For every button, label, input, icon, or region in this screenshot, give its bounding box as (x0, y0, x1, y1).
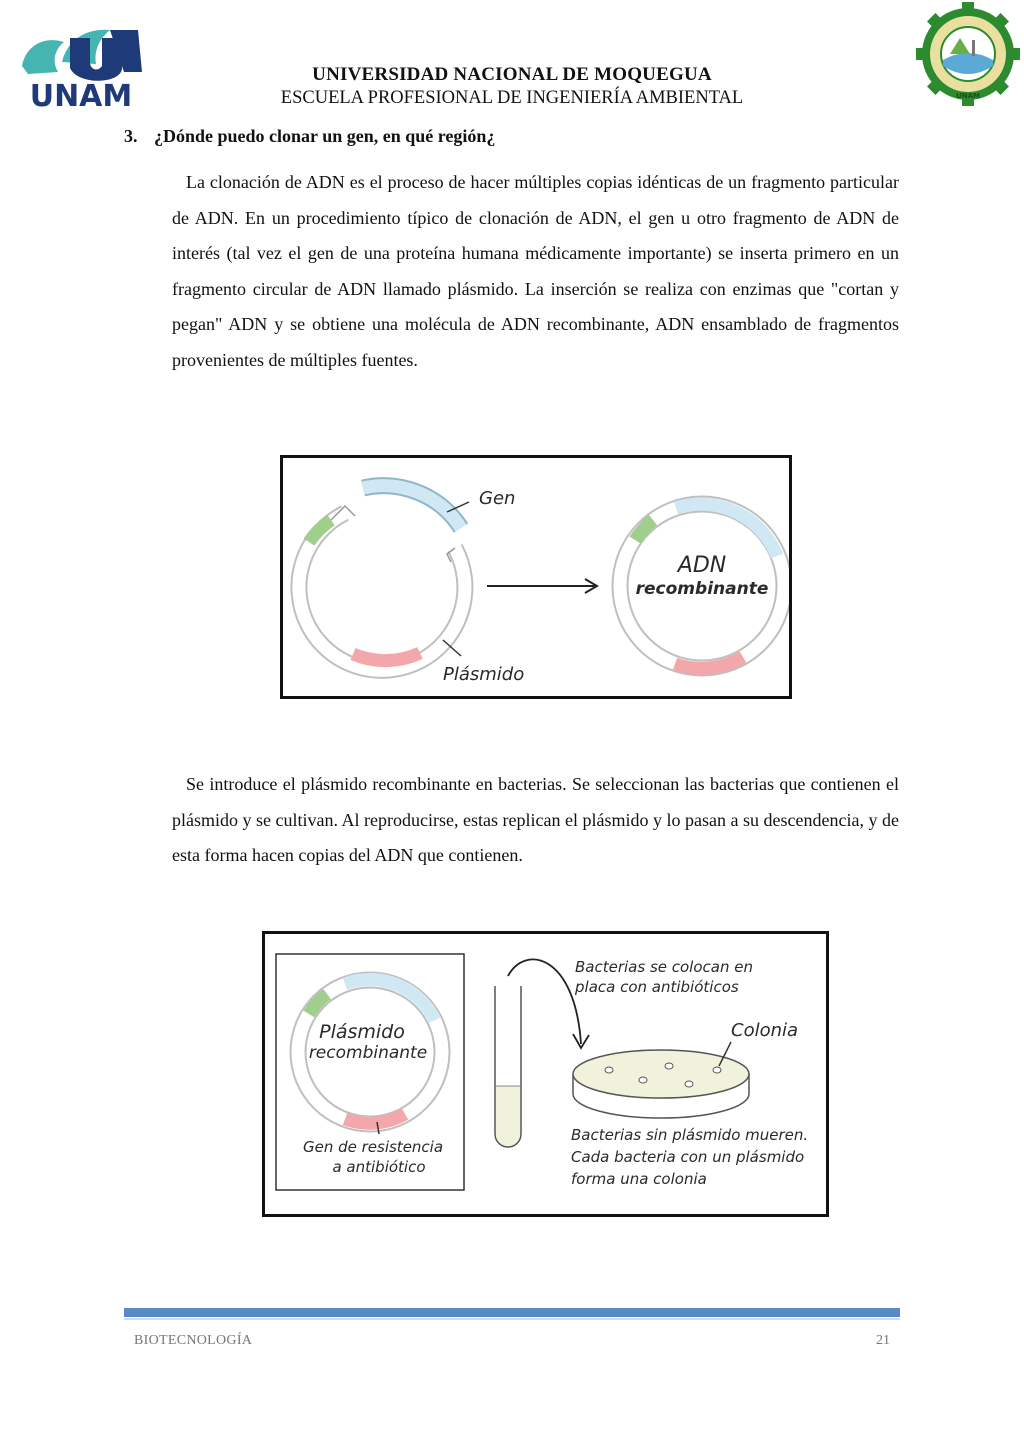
label-plate-2: placa con antibióticos (575, 978, 739, 996)
label-resistance-2: a antibiótico (332, 1158, 426, 1176)
colony-dot (665, 1063, 673, 1069)
paragraph-bacteria: Se introduce el plásmido recombinante en bacterias. Se seleccionan las bacterias que contienen el plásmido y se cultivan. Al reproducirse, estas replican el plásmido y lo pasan a su descendencia, y de esta forma hacen copias del ADN que contienen. (172, 774, 899, 866)
process-arrow (487, 579, 597, 593)
label-result-2: Cada bacteria con un plásmido (571, 1148, 805, 1166)
figure-recombinant-dna (280, 455, 792, 699)
label-adn: ADN (677, 553, 727, 578)
label-resistance-1: Gen de resistencia (302, 1138, 444, 1156)
label-inset-recombinante: recombinante (308, 1043, 428, 1063)
colony-dot (685, 1081, 693, 1087)
footer-divider (124, 1308, 900, 1317)
label-result-3: forma una colonia (571, 1170, 707, 1188)
colony-dot (605, 1067, 613, 1073)
label-inset-plasmid: Plásmido (319, 1021, 405, 1043)
unam-logo-text: UNAM (29, 79, 133, 110)
paragraph-cloning-intro: La clonación de ADN es el proceso de hacer múltiples copias idénticas de un fragmento particular de ADN. En un procedimiento típico de clonación de ADN, el gen u otro fragmento de ADN de interés (tal vez el gen de una proteína humana médicamente importante) se inserta primero en un fragmento circular de ADN llamado plásmido. La inserción se realiza con enzimas que "cortan y pegan" ADN y se obtiene una molécula de ADN recombinante, ADN ensamblado de fragmentos provenientes de múltiples fuentes. (172, 172, 899, 370)
label-gen: Gen (479, 488, 516, 509)
colony-dot (639, 1077, 647, 1083)
school-name: ESCUELA PROFESIONAL DE INGENIERÍA AMBIENTAL (280, 88, 744, 108)
section-title: ¿Dónde puedo clonar un gen, en qué región¿ (154, 126, 496, 146)
section-number: 3. (124, 126, 138, 146)
gene-fragment (363, 486, 461, 528)
page-number: 21 (876, 1333, 890, 1348)
institution-name: UNIVERSIDAD NACIONAL DE MOQUEGUA (312, 64, 712, 85)
label-plasmid: Plásmido (443, 664, 525, 685)
plasmid-pink-segment (353, 653, 420, 661)
open-plasmid (299, 506, 465, 670)
figure-bacterial-selection (262, 931, 829, 1217)
footer-subject: BIOTECNOLOGÍA (134, 1333, 253, 1348)
colony-dot (713, 1067, 721, 1073)
label-result-1: Bacterias sin plásmido mueren. (571, 1126, 809, 1144)
test-tube (495, 986, 521, 1147)
section-heading (124, 126, 495, 147)
label-plate-1: Bacterias se colocan en (575, 958, 753, 976)
label-recombinante: recombinante (635, 579, 769, 599)
seal-bottom-text: UNAM (956, 92, 980, 100)
label-colony: Colonia (731, 1020, 799, 1041)
